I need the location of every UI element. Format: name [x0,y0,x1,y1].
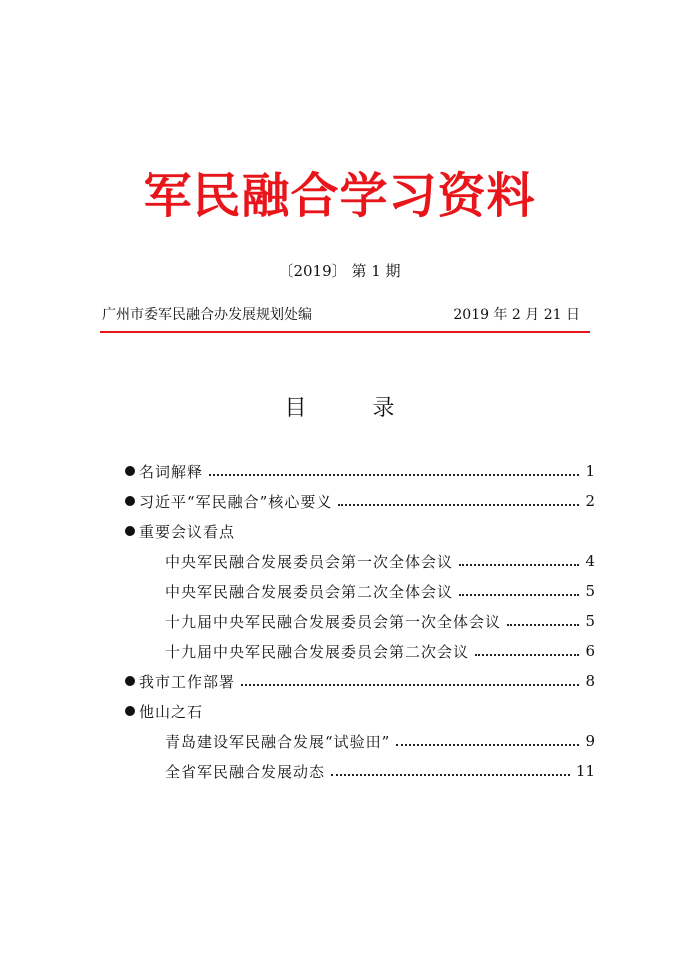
toc-title-right: 录 [372,396,395,421]
dot-leader [475,654,579,656]
dot-leader [507,624,579,626]
toc-entry-label: 中央军民融合发展委员会第一次全体会议 [165,552,454,571]
toc-entry-glossary[interactable] [125,456,595,486]
toc-entry-meeting-3[interactable] [125,606,595,636]
toc-entry-city-deployment[interactable] [125,666,595,696]
table-of-contents [125,456,595,786]
toc-entry-label: 十九届中央军民融合发展委员会第一次全体会议 [165,612,502,631]
dot-leader [338,504,579,506]
toc-section-label: 他山之石 [139,702,204,721]
dot-leader [331,774,570,776]
toc-section-label: 重要会议看点 [139,522,236,541]
bullet-icon [125,496,135,506]
dot-leader [459,594,579,596]
toc-title-left: 目 [284,396,307,421]
publisher: 广州市委军民融合办发展规划处编 [102,307,312,323]
toc-entry-page: 6 [585,642,595,660]
toc-section-meetings[interactable] [125,516,595,546]
masthead-title: 军民融合学习资料 [143,168,536,224]
issue-no: 第 1 期 [351,262,401,280]
toc-entry-page: 5 [585,582,595,600]
toc-entry-page: 1 [585,462,595,480]
toc-entry-label: 习近平“军民融合”核心要义 [139,492,333,511]
publish-date: 2019 年 2 月 21 日 [453,307,580,323]
bullet-icon [125,706,135,716]
issue-year: 〔2019〕 [278,262,347,280]
toc-entry-label: 全省军民融合发展动态 [165,762,326,781]
toc-title [0,394,679,424]
dot-leader [459,564,579,566]
toc-entry-page: 9 [585,732,595,750]
dot-leader [241,684,579,686]
bullet-icon [125,676,135,686]
toc-entry-label: 中央军民融合发展委员会第二次全体会议 [165,582,454,601]
toc-entry-label: 名词解释 [139,462,204,481]
toc-entry-qingdao[interactable] [125,726,595,756]
toc-entry-page: 8 [585,672,595,690]
toc-entry-label: 青岛建设军民融合发展“试验田” [165,732,391,751]
toc-entry-meeting-2[interactable] [125,576,595,606]
toc-entry-label: 十九届中央军民融合发展委员会第二次会议 [165,642,470,661]
toc-entry-meeting-4[interactable] [125,636,595,666]
toc-entry-page: 4 [585,552,595,570]
bullet-icon [125,466,135,476]
toc-entry-page: 5 [585,612,595,630]
toc-entry-core-essentials[interactable] [125,486,595,516]
dot-leader [209,474,579,476]
toc-entry-page: 2 [585,492,595,510]
toc-entry-label: 我市工作部署 [139,672,236,691]
publication-info [102,305,580,325]
dot-leader [396,744,579,746]
red-divider [100,331,590,333]
toc-entry-meeting-1[interactable] [125,546,595,576]
issue-number [0,261,679,281]
toc-entry-page: 11 [575,762,595,780]
bullet-icon [125,526,135,536]
toc-section-other-stones[interactable] [125,696,595,726]
toc-entry-province-news[interactable] [125,756,595,786]
